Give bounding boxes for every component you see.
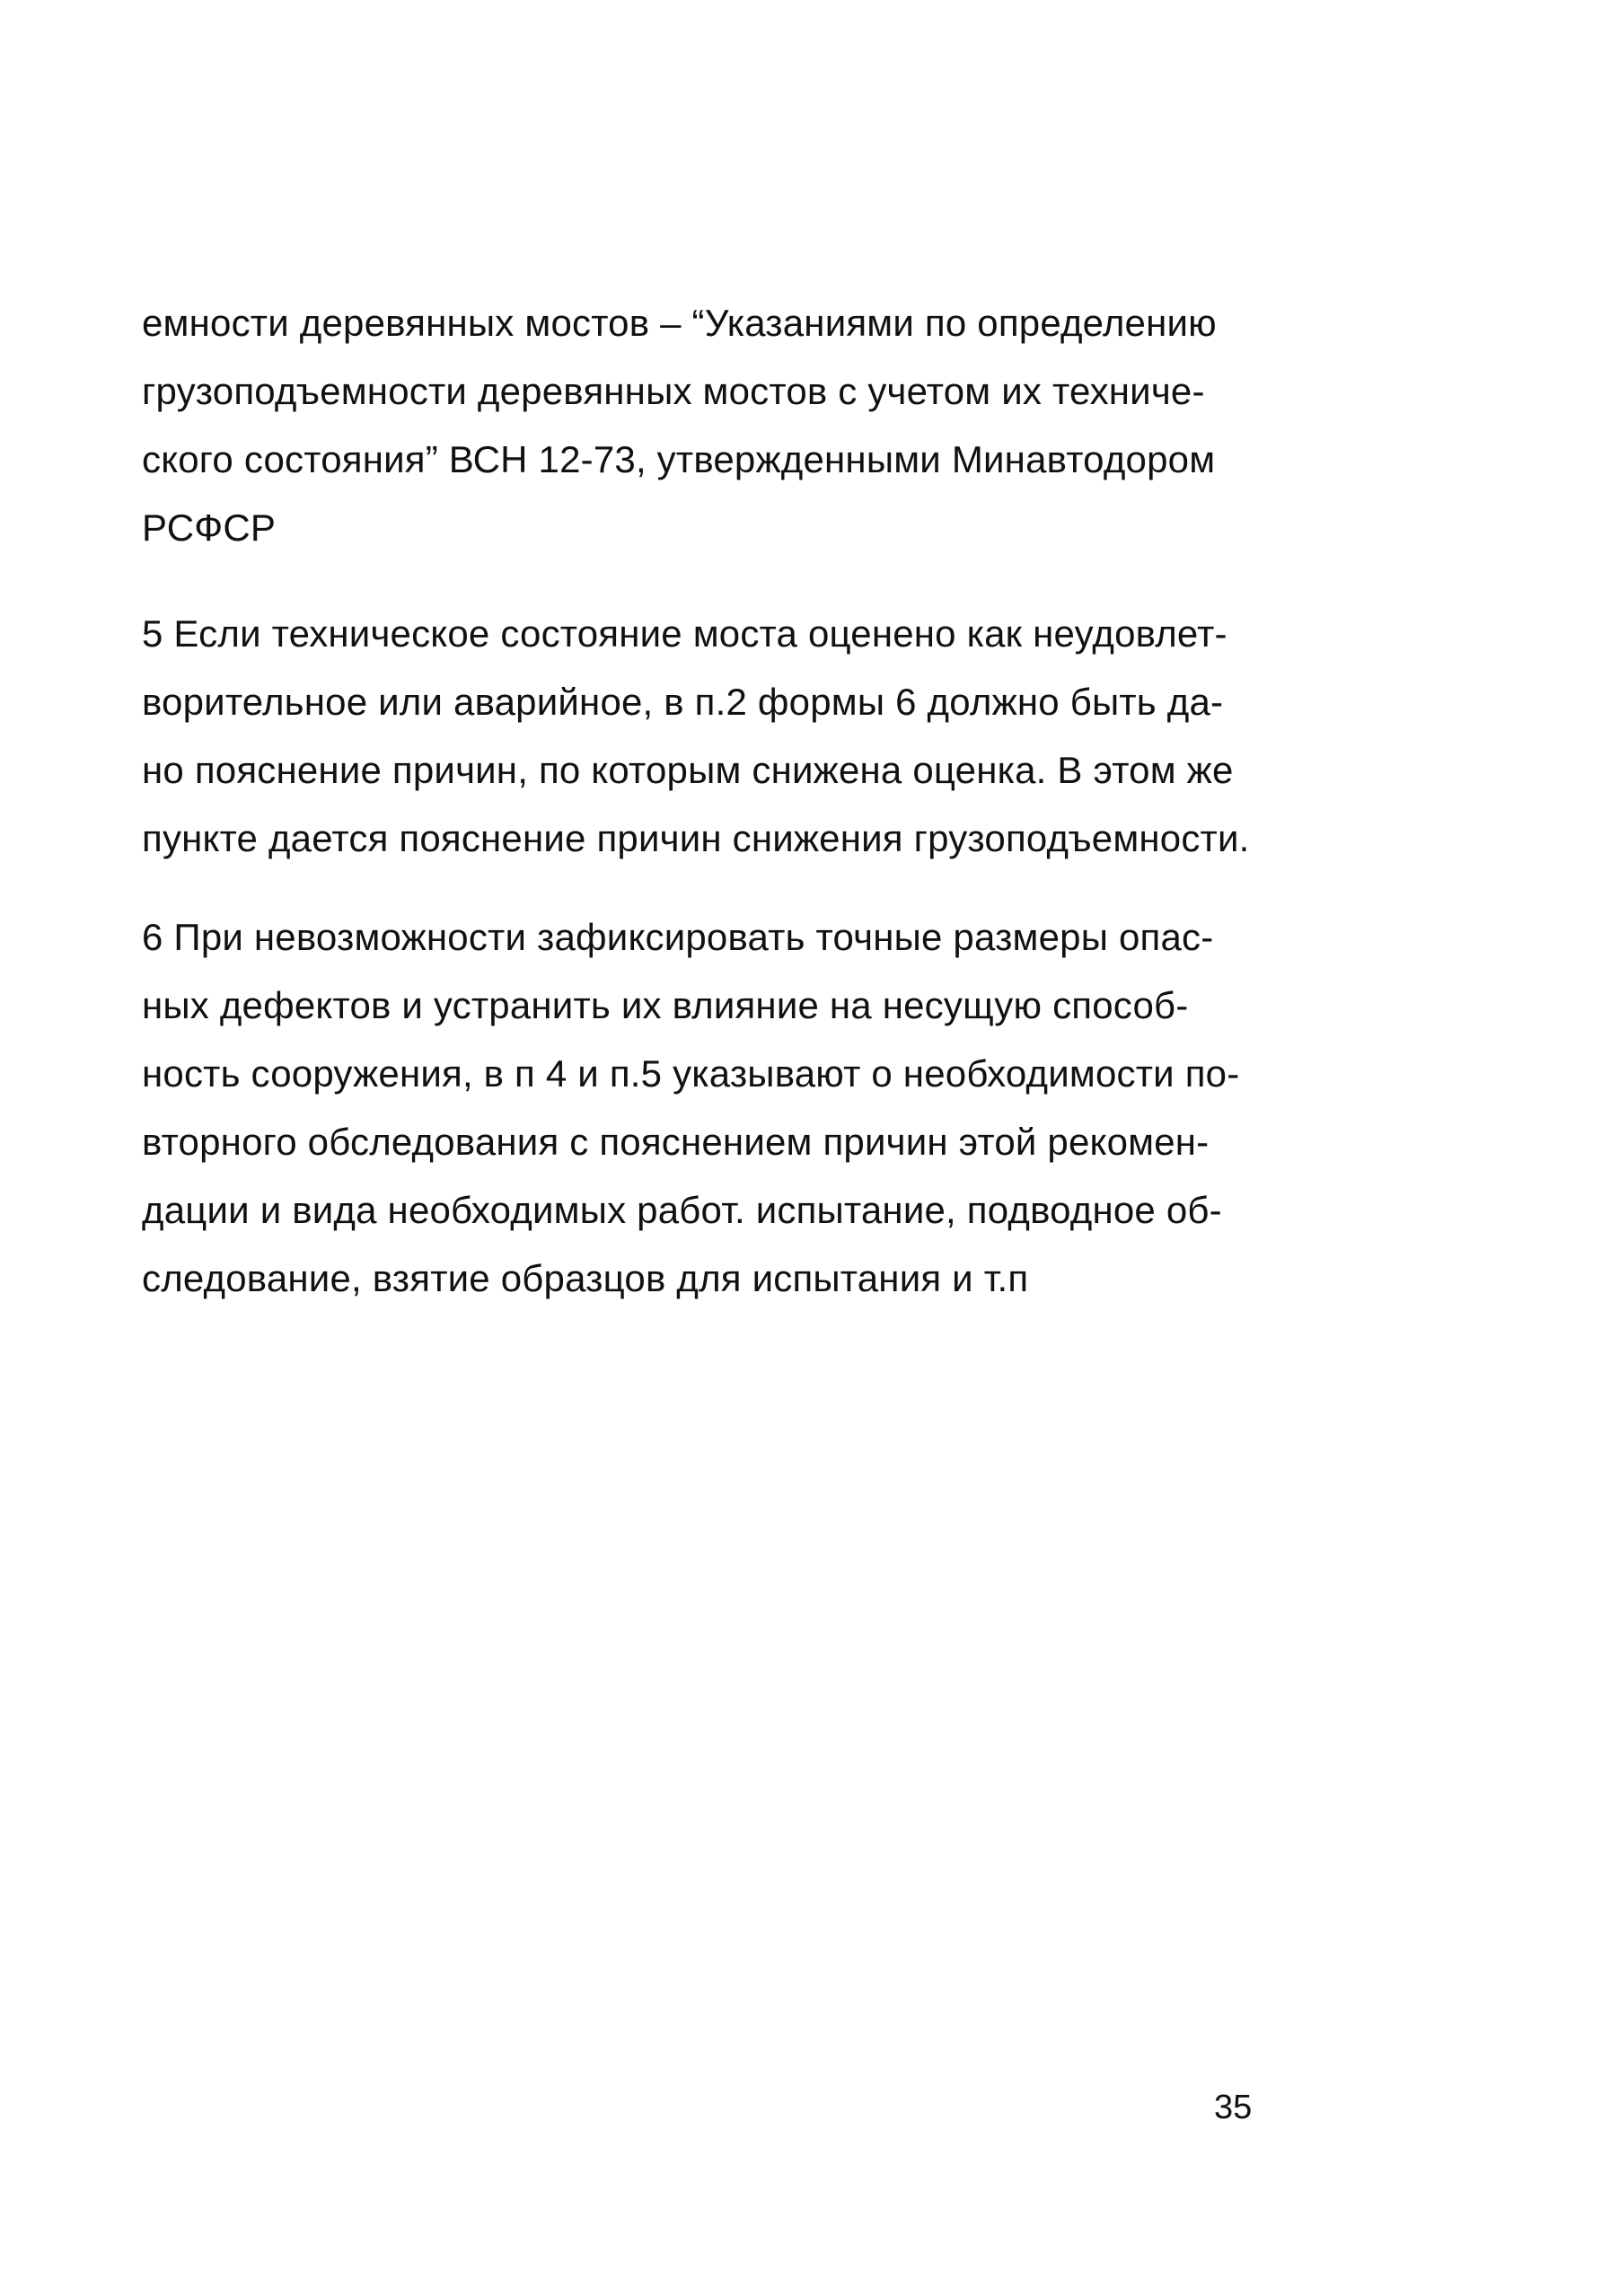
text-line: емности деревянных мостов – “Указаниями по определению <box>142 302 1217 344</box>
text-line: 6 При невозможности зафиксировать точные размеры опас- <box>142 916 1214 958</box>
paragraph-continuation <box>142 289 1273 562</box>
text-line: ского состояния” ВСН 12-73, утвержденными Минавтодором <box>142 438 1216 480</box>
text-line: вторного обследования с пояснением причин этой рекомен- <box>142 1121 1210 1163</box>
text-line: но пояснение причин, по которым снижена оценка. В этом же <box>142 749 1234 791</box>
page-number: 35 <box>1214 2089 1253 2126</box>
text-line: следование, взятие образцов для испытания и т.п <box>142 1257 1029 1299</box>
text-line: ных дефектов и устранить их влияние на несущую способ- <box>142 984 1189 1026</box>
text-line: грузоподъемности деревянных мостов с учетом их техниче- <box>142 370 1205 412</box>
text-line: РСФСР <box>142 506 277 549</box>
text-line: дации и вида необходимых работ. испытание, подводное об- <box>142 1189 1222 1231</box>
text-line: ворительное или аварийное, в п.2 формы 6 должно быть да- <box>142 681 1224 723</box>
paragraph-item-6 <box>142 903 1273 1313</box>
text-line: пункте дается пояснение причин снижения грузоподъемности. <box>142 817 1250 859</box>
paragraph-item-5 <box>142 600 1273 873</box>
text-line: 5 Если техническое состояние моста оценено как неудовлет- <box>142 612 1227 655</box>
text-line: ность сооружения, в п 4 и п.5 указывают о необходимости по- <box>142 1052 1240 1095</box>
